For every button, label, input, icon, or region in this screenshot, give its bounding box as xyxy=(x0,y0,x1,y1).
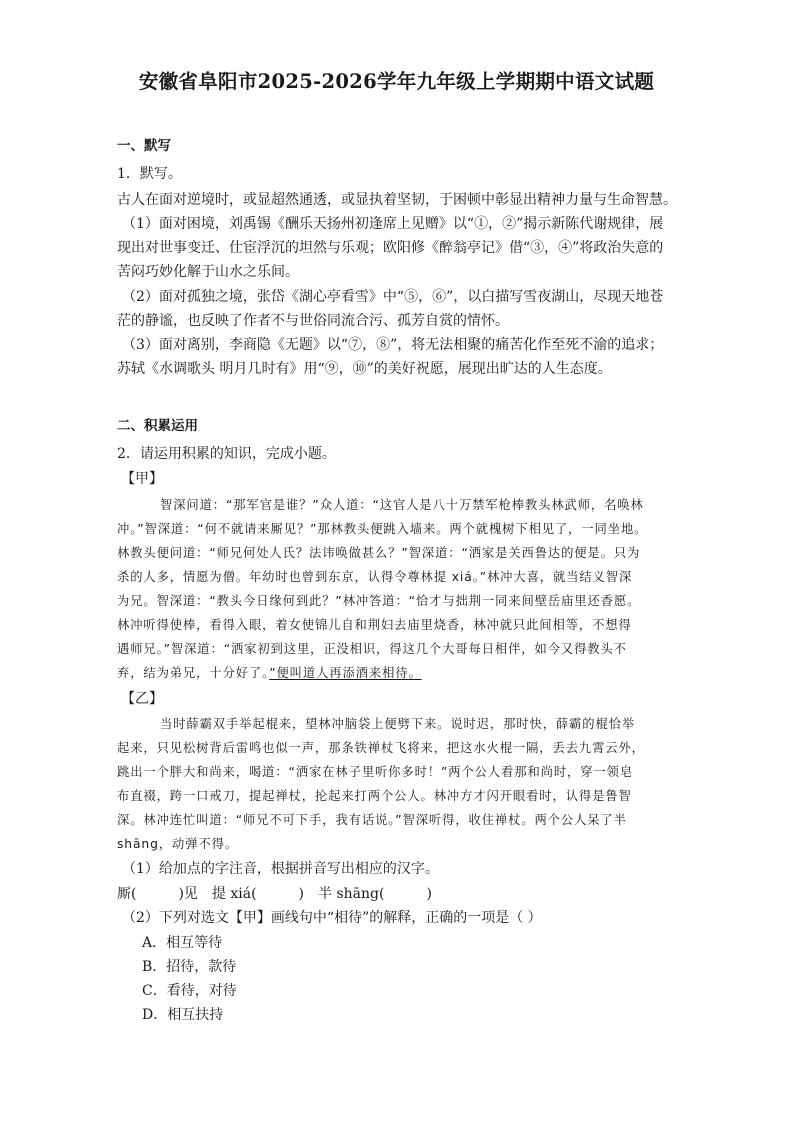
q1-line: （1）面对困境，刘禹锡《酬乐天扬州初逢席上见赠》以“①，②”揭示新陈代谢规律，展 xyxy=(122,216,664,232)
passage-jia-line: 为兄。智深道：“教头今日缘何到此？”林冲答道：“恰才与拙荆一同来间壁岳庙里还香愿。 xyxy=(117,594,641,608)
sub-question-2: （2）下列对选文【甲】画线句中“相待”的解释，正确的一项是（ ） xyxy=(122,910,542,926)
option-a: A．相互等待 xyxy=(142,935,223,951)
option-b: B．招待，款待 xyxy=(142,959,237,975)
section-heading-two: 二、积累运用 xyxy=(117,418,198,434)
passage-jia-text: 弃，结为弟兄，十分好了。 xyxy=(117,666,270,680)
passage-jia-label: 【甲】 xyxy=(121,471,163,487)
passage-jia-line: 冲。”智深道：“何不就请来厮见？”那林教头便跳入墙来。两个就槐树下相见了，一同坐地。 xyxy=(117,522,648,536)
q2-number: 2．请运用积累的知识，完成小题。 xyxy=(117,446,336,462)
sub-question-1: （1）给加点的字注音，根据拼音写出相应的汉字。 xyxy=(122,861,439,877)
passage-jia-line: 遇师兄。”智深道：“洒家初到这里，正没相识，得这几个大哥每日相伴，如今又得教头不 xyxy=(117,642,627,656)
passage-yi-label: 【乙】 xyxy=(121,691,163,707)
passage-yi-line: 当时薛霸双手举起棍来，望林冲脑袋上便劈下来。说时迟，那时快，薛霸的棍恰举 xyxy=(160,717,636,731)
page-title: 安徽省阜阳市2025-2026学年九年级上学期期中语文试题 xyxy=(138,70,655,93)
passage-jia-line: 林冲听得使棒，看得入眼，着女使锦儿自和荆妇去庙里烧香，林冲就只此间相等，不想得 xyxy=(117,618,632,632)
passage-yi-line: shāng，动弹不得。 xyxy=(117,837,239,851)
q1-number: 1．默写。 xyxy=(117,166,182,182)
passage-jia-line: 杀的人多，情愿为僧。年幼时也曾到东京，认得令尊林提 xiá。”林冲大喜，就当结义智深 xyxy=(117,570,633,584)
option-c: C．看待，对待 xyxy=(142,983,237,999)
q1-line: （3）面对离别，李商隐《无题》以“⑦，⑧”，将无法相聚的痛苦化作至死不渝的追求； xyxy=(122,337,664,353)
passage-jia-line: 林教头便问道：“师兄何处人氏？法讳唤做甚么？”智深道：“洒家是关西鲁达的便是。只为 xyxy=(117,546,641,560)
passage-yi-line: 跳出一个胖大和尚来，喝道：“洒家在林子里听你多时！”两个公人看那和尚时，穿一领皂 xyxy=(117,765,634,779)
q1-line: 苏轼《水调歌头 明月几时有》用“⑨，⑩”的美好祝愿，展现出旷达的人生态度。 xyxy=(117,361,612,377)
q1-line: 茫的静谧，也反映了作者不与世俗同流合污、孤芳自赏的情怀。 xyxy=(117,313,509,329)
passage-jia-line xyxy=(117,663,422,681)
underlined-sentence: ”便叫道人再添酒来相待。 xyxy=(269,666,422,680)
section-heading-one: 一、默写 xyxy=(117,138,171,154)
q1-line: 古人在面对逆境时，或显超然通透，或显执着坚韧，于困顿中彰显出精神力量与生命智慧。 xyxy=(117,192,677,208)
passage-yi-line: 起来，只见松树背后雷鸣也似一声，那条铁禅杖飞将来，把这水火棍一隔，丢去九霄云外， xyxy=(117,741,645,755)
passage-yi-line: 深。林冲连忙叫道：“师兄不可下手，我有话说。”智深听得，收住禅杖。两个公人呆了半 xyxy=(117,813,627,827)
q1-line: 苦闷巧妙化解于山水之乐间。 xyxy=(117,264,299,280)
q1-line: （2）面对孤独之境，张岱《湖心亭看雪》中“⑤，⑥”，以白描写雪夜湖山，尽现天地苍 xyxy=(122,289,664,305)
option-d: D．相互扶持 xyxy=(142,1007,224,1023)
sub-question-1-blanks: 厮( )见 提 xiá( ) 半 shāng( ) xyxy=(117,886,432,902)
q1-line: 现出对世事变迁、仕宦浮沉的坦然与乐观；欧阳修《醉翁亭记》借“③，④”将政治失意的 xyxy=(117,240,664,256)
passage-jia-line: 智深问道：“那军官是谁？”众人道：“这官人是八十万禁军枪棒教头林武师，名唤林 xyxy=(160,498,644,512)
passage-yi-line: 布直裰，跨一口戒刀，提起禅杖，抡起来打两个公人。林冲方才闪开眼看时，认得是鲁智 xyxy=(117,789,632,803)
